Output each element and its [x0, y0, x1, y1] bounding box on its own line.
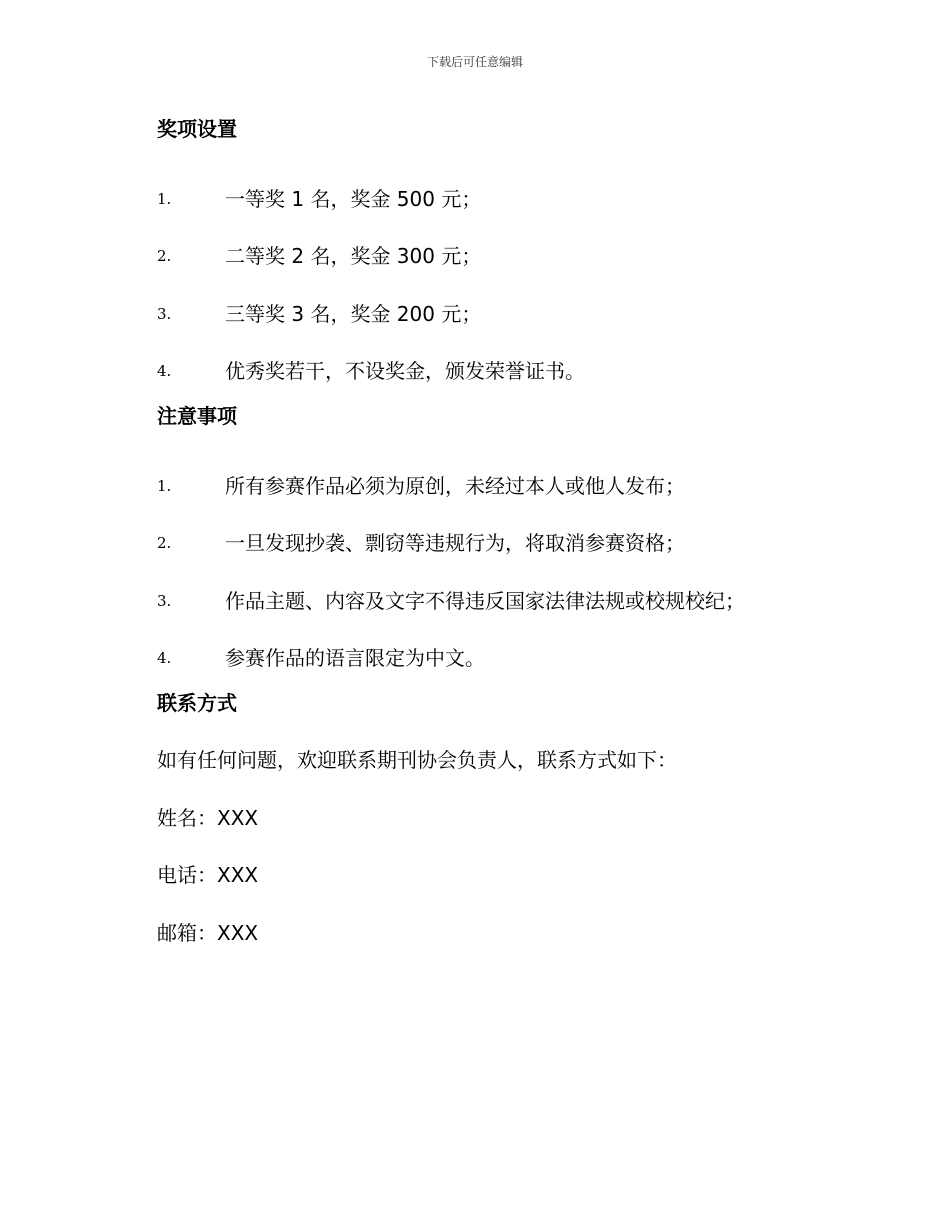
contact-name: 姓名：XXX: [157, 805, 259, 830]
list-item: [157, 630, 837, 688]
list-item-text: 二等奖 2 名，奖金 300 元；: [225, 244, 482, 269]
list-item-number: 1.: [157, 476, 172, 495]
list-item-number: 4.: [157, 362, 172, 381]
list-item-number: 4.: [157, 649, 172, 668]
awards-section: [157, 113, 837, 400]
list-item-number: 1.: [157, 189, 172, 208]
list-item: [157, 457, 837, 515]
notices-section: [157, 400, 837, 687]
list-item-text: 作品主题、内容及文字不得违反国家法律法规或校规校纪；: [225, 588, 745, 613]
list-item-text: 三等奖 3 名，奖金 200 元；: [225, 301, 482, 326]
contact-section: [157, 687, 837, 974]
page-header-note: 下载后可任意编辑: [426, 55, 523, 69]
list-item: [157, 572, 837, 630]
document-body: [157, 113, 837, 974]
list-item: [157, 515, 837, 573]
contact-intro: 如有任何问题，欢迎联系期刊协会负责人，联系方式如下：: [157, 748, 677, 772]
section-heading-notices: 注意事项: [157, 404, 237, 428]
contact-email: 邮箱：XXX: [157, 920, 259, 945]
list-item-text: 一旦发现抄袭、剽窃等违规行为，将取消参赛资格；: [225, 531, 685, 556]
contact-phone: 电话：XXX: [157, 863, 259, 887]
list-item: [157, 228, 837, 286]
list-item-text: 参赛作品的语言限定为中文。: [225, 646, 485, 671]
section-heading-contact: 联系方式: [157, 691, 237, 715]
list-item-number: 2.: [157, 534, 172, 553]
list-item-text: 一等奖 1 名，奖金 500 元；: [225, 186, 482, 211]
list-item-number: 2.: [157, 247, 172, 266]
list-item: [157, 285, 837, 343]
list-item-number: 3.: [157, 591, 172, 610]
list-item-text: 优秀奖若干，不设奖金，颁发荣誉证书。: [225, 359, 585, 384]
list-item: [157, 170, 837, 228]
section-heading-awards: 奖项设置: [157, 117, 237, 141]
list-item-number: 3.: [157, 304, 172, 323]
list-item: [157, 343, 837, 401]
list-item-text: 所有参赛作品必须为原创，未经过本人或他人发布；: [225, 473, 685, 498]
